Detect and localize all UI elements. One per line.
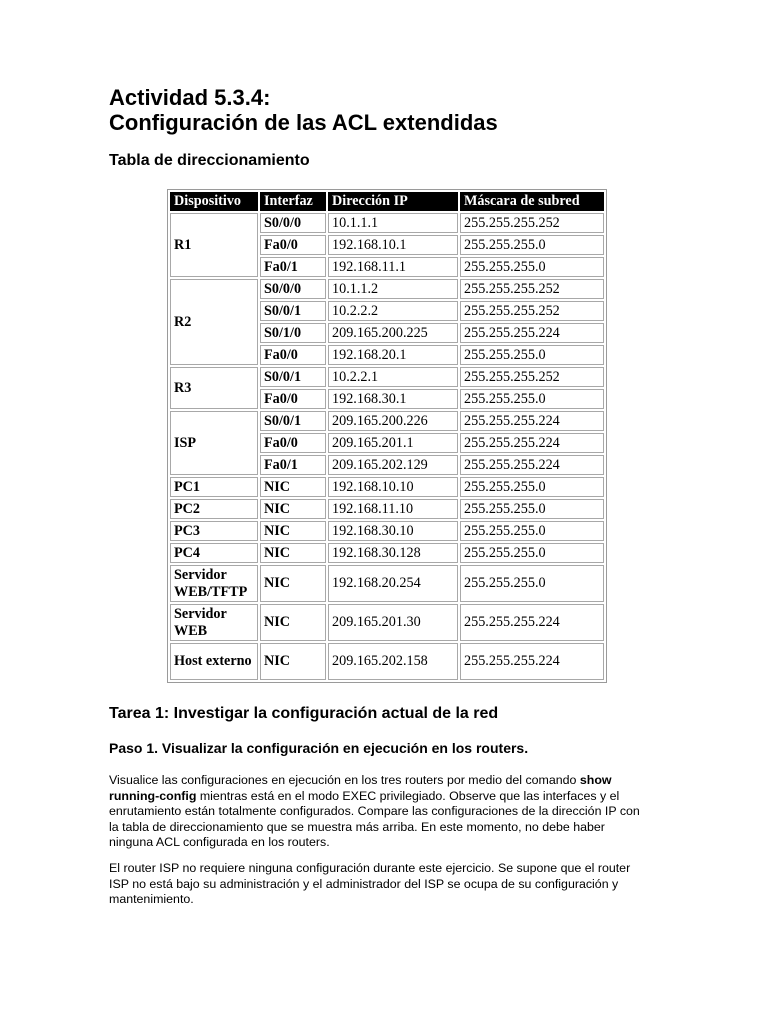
paragraph-2: El router ISP no requiere ninguna configuración durante este ejercicio. Se supone que el router ISP no está bajo su administración y el administrador del ISP se ocupa de su configuración y mantenimiento. [109, 861, 631, 906]
mask-cell: 255.255.255.252 [460, 213, 604, 233]
interface-cell: S0/0/0 [260, 213, 326, 233]
mask-cell: 255.255.255.224 [460, 433, 604, 453]
device-cell: PC1 [170, 477, 258, 497]
interface-cell: NIC [260, 543, 326, 563]
mask-cell: 255.255.255.252 [460, 367, 604, 387]
interface-cell: NIC [260, 604, 326, 641]
table-row [170, 604, 604, 641]
table-row [170, 643, 604, 680]
device-cell: PC2 [170, 499, 258, 519]
interface-cell: NIC [260, 521, 326, 541]
interface-cell: NIC [260, 643, 326, 680]
interface-cell: S0/0/0 [260, 279, 326, 299]
device-cell: R2 [170, 279, 258, 365]
device-cell: PC4 [170, 543, 258, 563]
table-row [170, 367, 604, 387]
ip-cell: 209.165.202.158 [328, 643, 458, 680]
table-heading: Tabla de direccionamiento [109, 152, 310, 169]
mask-cell: 255.255.255.224 [460, 643, 604, 680]
ip-cell: 192.168.11.10 [328, 499, 458, 519]
header-ip: Dirección IP [328, 192, 458, 211]
mask-cell: 255.255.255.0 [460, 235, 604, 255]
interface-cell: Fa0/0 [260, 433, 326, 453]
title-line-1: Actividad 5.3.4: [109, 85, 271, 110]
table-row [170, 565, 604, 602]
ip-cell: 192.168.10.1 [328, 235, 458, 255]
mask-cell: 255.255.255.224 [460, 604, 604, 641]
interface-cell: S0/1/0 [260, 323, 326, 343]
device-cell: Host externo [170, 643, 258, 680]
interface-cell: S0/0/1 [260, 301, 326, 321]
document-title [109, 85, 498, 135]
interface-cell: Fa0/0 [260, 345, 326, 365]
addressing-table [167, 189, 607, 683]
ip-cell: 10.2.2.1 [328, 367, 458, 387]
device-cell: Servidor WEB [170, 604, 258, 641]
paragraph-1-after: mientras está en el modo EXEC privilegiado. Observe que las interfaces y el enrutamiento están totalmente configurados. Compare las configuraciones de la dirección IP con la tabla de direccionamiento que se muestra más arriba. En este momento, no debe haber ninguna ACL configurada en los routers. [109, 788, 640, 849]
ip-cell: 10.1.1.2 [328, 279, 458, 299]
header-mask: Máscara de subred [460, 192, 604, 211]
paragraph-1 [109, 773, 649, 851]
ip-cell: 209.165.200.226 [328, 411, 458, 431]
ip-cell: 10.1.1.1 [328, 213, 458, 233]
ip-cell: 192.168.30.128 [328, 543, 458, 563]
ip-cell: 209.165.201.1 [328, 433, 458, 453]
table-row [170, 521, 604, 541]
mask-cell: 255.255.255.224 [460, 411, 604, 431]
interface-cell: NIC [260, 565, 326, 602]
ip-cell: 10.2.2.2 [328, 301, 458, 321]
device-cell: R1 [170, 213, 258, 277]
device-cell: Servidor WEB/TFTP [170, 565, 258, 602]
ip-cell: 209.165.201.30 [328, 604, 458, 641]
device-cell: R3 [170, 367, 258, 409]
interface-cell: Fa0/1 [260, 257, 326, 277]
ip-cell: 192.168.11.1 [328, 257, 458, 277]
mask-cell: 255.255.255.0 [460, 499, 604, 519]
ip-cell: 192.168.10.10 [328, 477, 458, 497]
task-1-heading: Tarea 1: Investigar la configuración actual de la red [109, 705, 499, 722]
device-cell: PC3 [170, 521, 258, 541]
table-row [170, 477, 604, 497]
interface-cell: S0/0/1 [260, 411, 326, 431]
table-row [170, 543, 604, 563]
header-device: Dispositivo [170, 192, 258, 211]
interface-cell: NIC [260, 499, 326, 519]
device-cell: ISP [170, 411, 258, 475]
mask-cell: 255.255.255.0 [460, 477, 604, 497]
table-header-row [170, 192, 604, 211]
table-row [170, 411, 604, 431]
interface-cell: Fa0/1 [260, 455, 326, 475]
header-interface: Interfaz [260, 192, 326, 211]
mask-cell: 255.255.255.224 [460, 323, 604, 343]
paragraph-1-before: Visualice las configuraciones en ejecución en los tres routers por medio del comando [109, 773, 580, 787]
ip-cell: 209.165.200.225 [328, 323, 458, 343]
mask-cell: 255.255.255.0 [460, 521, 604, 541]
mask-cell: 255.255.255.0 [460, 257, 604, 277]
step-1-heading: Paso 1. Visualizar la configuración en ejecución en los routers. [109, 740, 529, 756]
ip-cell: 209.165.202.129 [328, 455, 458, 475]
command-show-running-config: show running-config [109, 773, 612, 803]
mask-cell: 255.255.255.252 [460, 279, 604, 299]
interface-cell: NIC [260, 477, 326, 497]
interface-cell: Fa0/0 [260, 235, 326, 255]
ip-cell: 192.168.20.1 [328, 345, 458, 365]
table-row [170, 499, 604, 519]
interface-cell: S0/0/1 [260, 367, 326, 387]
title-line-2: Configuración de las ACL extendidas [109, 110, 498, 135]
mask-cell: 255.255.255.0 [460, 565, 604, 602]
table-row [170, 279, 604, 299]
mask-cell: 255.255.255.0 [460, 345, 604, 365]
mask-cell: 255.255.255.0 [460, 543, 604, 563]
interface-cell: Fa0/0 [260, 389, 326, 409]
ip-cell: 192.168.20.254 [328, 565, 458, 602]
mask-cell: 255.255.255.0 [460, 389, 604, 409]
ip-cell: 192.168.30.1 [328, 389, 458, 409]
ip-cell: 192.168.30.10 [328, 521, 458, 541]
table-row [170, 213, 604, 233]
mask-cell: 255.255.255.252 [460, 301, 604, 321]
mask-cell: 255.255.255.224 [460, 455, 604, 475]
